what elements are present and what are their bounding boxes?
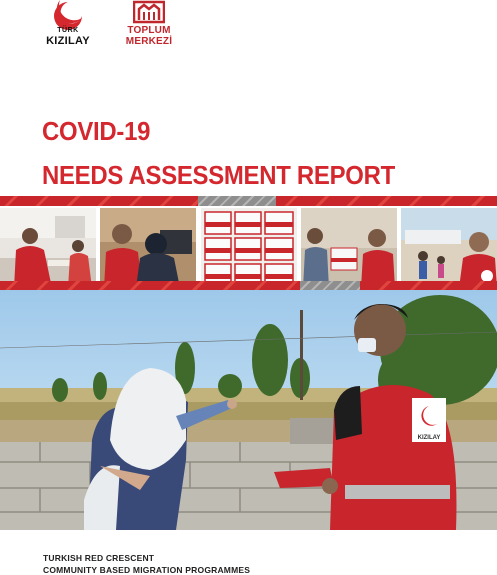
crescent-icon <box>46 0 90 30</box>
report-title-line2: NEEDS ASSESSMENT REPORT <box>42 160 395 190</box>
vest-label: KIZILAY <box>417 435 441 441</box>
photo-thumb-interview <box>100 208 196 288</box>
report-title-line1: COVID-19 <box>42 116 151 146</box>
decorative-stripe-top <box>0 196 497 206</box>
photo-thumb-distribution <box>301 208 397 288</box>
photo-thumb-aid-boxes <box>201 208 297 288</box>
logo-line-kizilay: KIZILAY <box>46 35 90 47</box>
organization-name: TURKISH RED CRESCENT <box>43 553 155 563</box>
logo-line-toplum: TOPLUM <box>127 25 171 36</box>
toplum-merkezi-logo <box>116 0 182 52</box>
programme-name: COMMUNITY BASED MIGRATION PROGRAMMES <box>43 565 251 575</box>
hero-photo <box>0 290 497 530</box>
logo-line-merkezi: MERKEZİ <box>125 36 173 47</box>
photo-strip <box>0 208 497 288</box>
community-center-icon <box>133 0 165 24</box>
photo-thumb-packing <box>0 208 96 288</box>
photo-thumb-camp <box>401 208 497 288</box>
turk-kizilay-logo <box>38 0 98 52</box>
logo-line-turk: TÜRK <box>57 27 79 34</box>
